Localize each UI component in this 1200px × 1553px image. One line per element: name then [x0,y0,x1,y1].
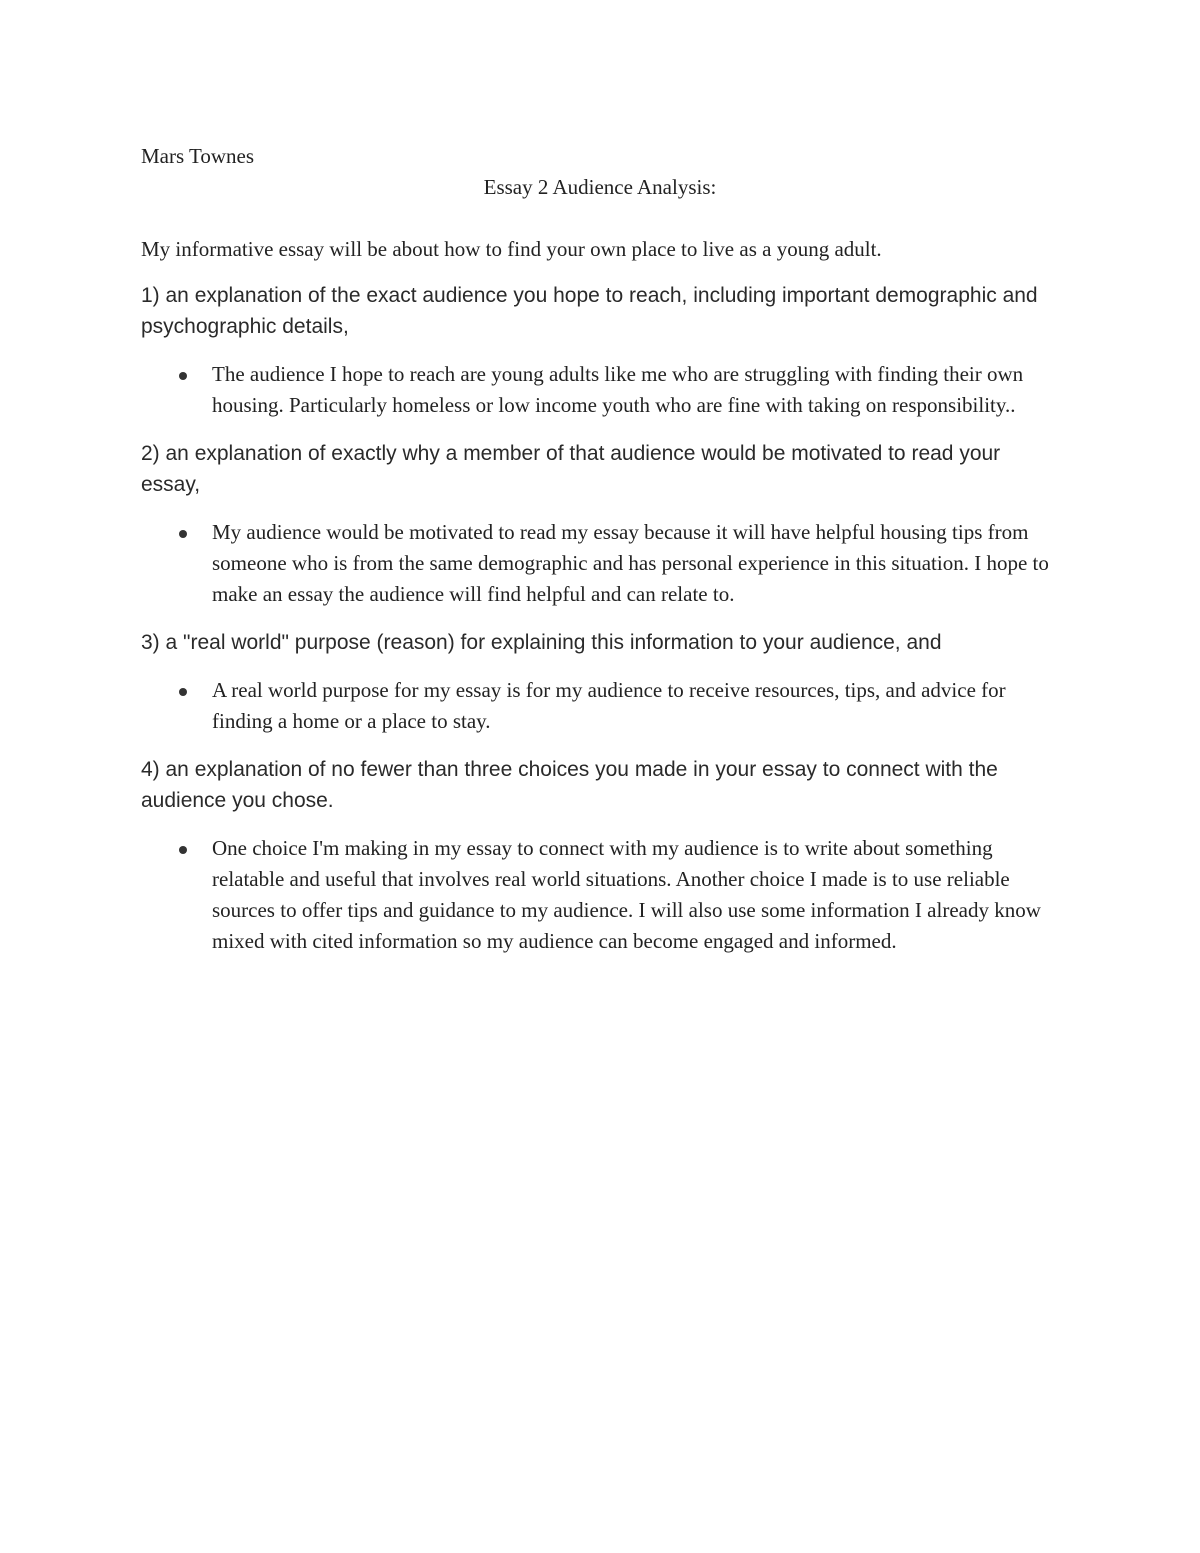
answer-1 [212,359,1062,421]
answer-2 [212,517,1062,610]
document-title: Essay 2 Audience Analysis: [483,175,717,199]
question-2: 2) an explanation of exactly why a member of that audience would be motivated to read your essay, [141,442,1001,496]
question-4: 4) an explanation of no fewer than three choices you made in your essay to connect with the audience you chose. [141,758,998,812]
bullet-icon [179,846,187,854]
answer-4-text: One choice I'm making in my essay to connect with my audience is to write about something relatable and useful that involves real world situations. Another choice I made is to use reliable sources to offer tips and guidance to my audience. I will also use some information I already know mixed with cited information so my audience can become engaged and informed. [212,836,1041,953]
intro-paragraph: My informative essay will be about how to find your own place to live as a young adult. [141,237,882,261]
document-body [141,234,1071,974]
question-3: 3) a "real world" purpose (reason) for explaining this information to your audience, and [141,631,942,654]
answer-3-text: A real world purpose for my essay is for my audience to receive resources, tips, and advice for finding a home or a place to stay. [212,678,1006,733]
author-name: Mars Townes [141,144,255,168]
answer-1-text: The audience I hope to reach are young adults like me who are struggling with finding their own housing. Particularly homeless or low income youth who are fine with taking on responsibility.. [212,362,1024,417]
bullet-icon [179,530,187,538]
bullet-icon [179,688,187,696]
answer-4 [212,833,1062,957]
bullet-icon [179,372,187,380]
answer-2-text: My audience would be motivated to read my essay because it will have helpful housing tips from someone who is from the same demographic and has personal experience in this situation. I hope to make an essay the audience will find helpful and can relate to. [212,520,1049,606]
question-1: 1) an explanation of the exact audience you hope to reach, including important demographic and psychographic details, [141,284,1038,338]
answer-3 [212,675,1062,737]
